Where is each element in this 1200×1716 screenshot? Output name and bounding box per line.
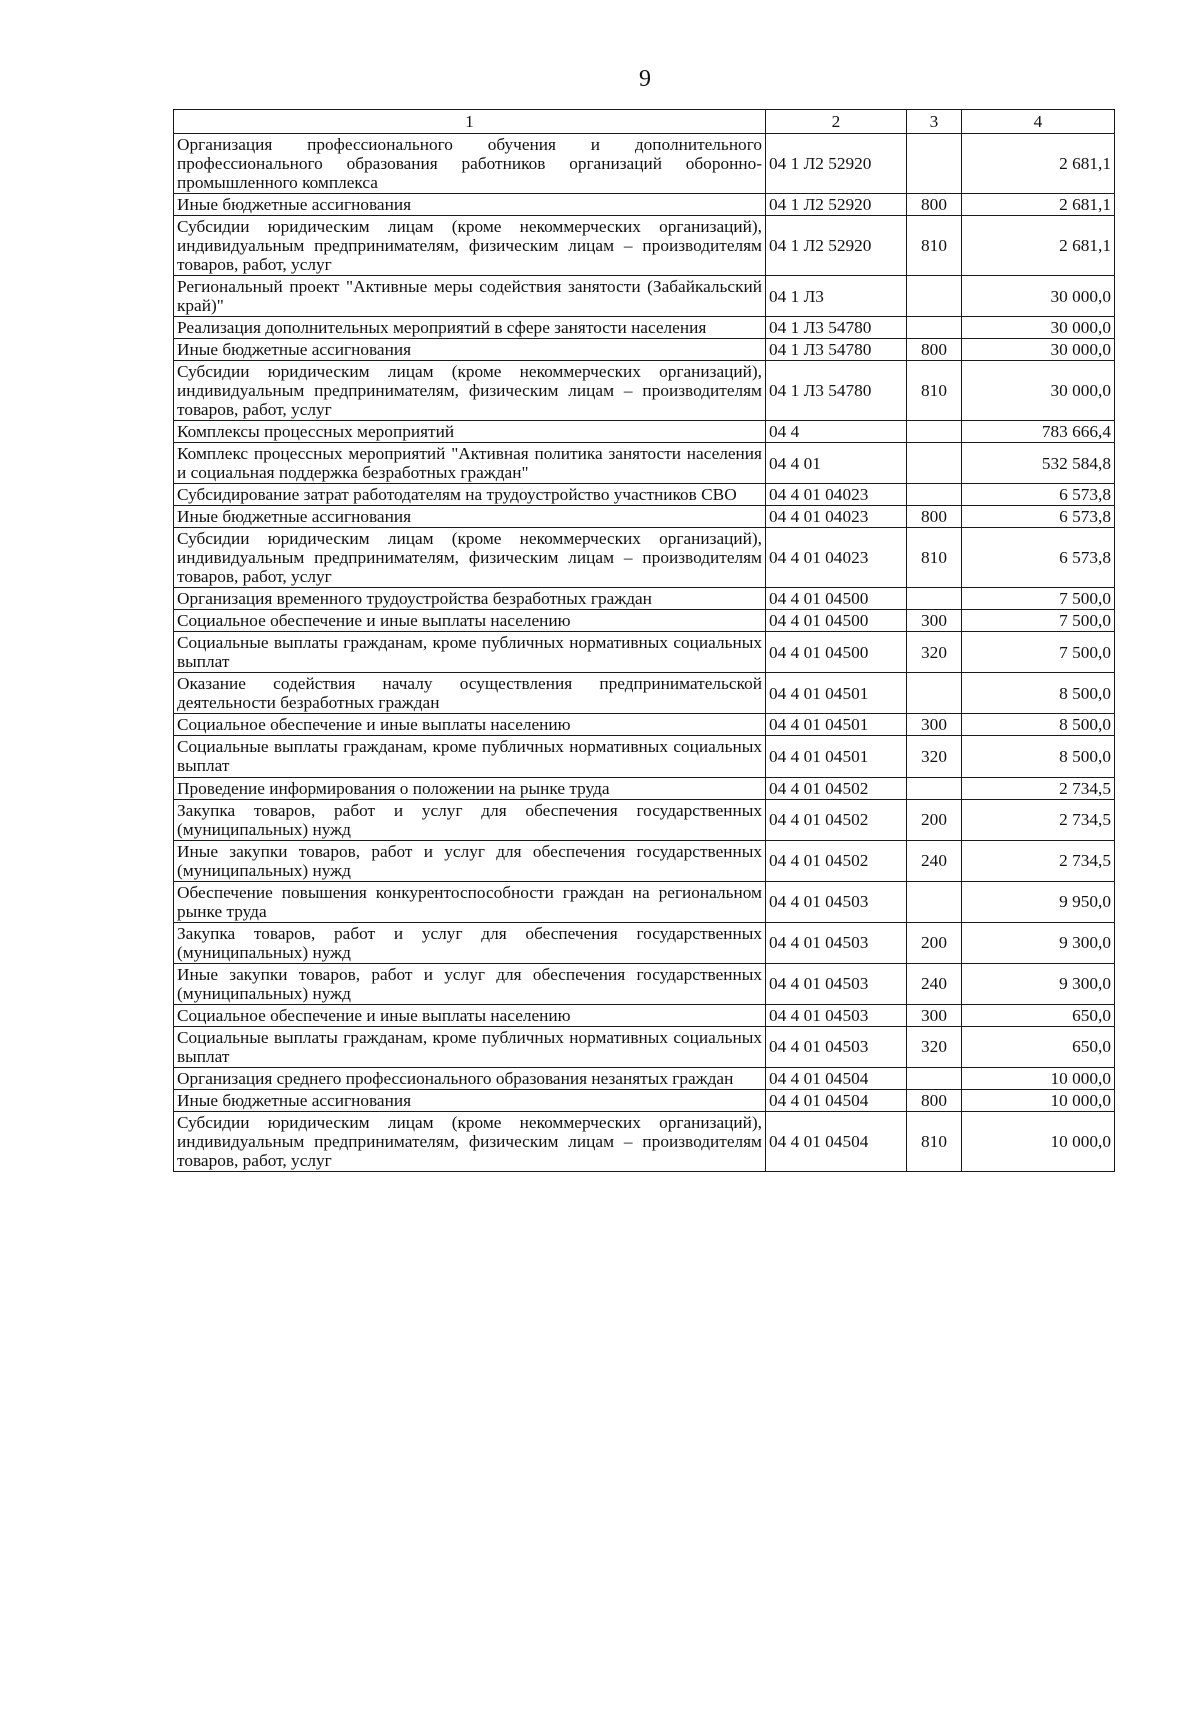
row-expense-type: 800 <box>907 506 962 528</box>
row-code: 04 1 Л3 54780 <box>766 361 907 421</box>
row-amount: 6 573,8 <box>962 484 1115 506</box>
row-name: Региональный проект "Активные меры содействия занятости (Забайкальский край)" <box>174 276 766 317</box>
row-amount: 10 000,0 <box>962 1089 1115 1111</box>
header-col-2: 2 <box>766 110 907 134</box>
row-expense-type: 810 <box>907 361 962 421</box>
table-row <box>174 673 1115 714</box>
row-code: 04 4 01 04503 <box>766 922 907 963</box>
row-amount: 9 950,0 <box>962 881 1115 922</box>
row-name: Обеспечение повышения конкурентоспособности граждан на региональном рынке труда <box>174 881 766 922</box>
table-row <box>174 1004 1115 1026</box>
table-row <box>174 799 1115 840</box>
row-name: Субсидии юридическим лицам (кроме некоммерческих организаций), индивидуальным предпринимателям, физическим лицам – производителям товаров, работ, услуг <box>174 216 766 276</box>
row-amount: 6 573,8 <box>962 506 1115 528</box>
row-code: 04 1 Л2 52920 <box>766 194 907 216</box>
row-name: Субсидии юридическим лицам (кроме некоммерческих организаций), индивидуальным предпринимателям, физическим лицам – производителям товаров, работ, услуг <box>174 1111 766 1171</box>
table-row <box>174 421 1115 443</box>
row-amount: 30 000,0 <box>962 361 1115 421</box>
row-name: Социальное обеспечение и иные выплаты населению <box>174 714 766 736</box>
row-code: 04 4 01 04501 <box>766 673 907 714</box>
row-expense-type: 320 <box>907 632 962 673</box>
header-col-4: 4 <box>962 110 1115 134</box>
table-row <box>174 632 1115 673</box>
row-code: 04 1 Л2 52920 <box>766 216 907 276</box>
row-code: 04 4 01 04502 <box>766 840 907 881</box>
row-amount: 30 000,0 <box>962 317 1115 339</box>
table-row <box>174 317 1115 339</box>
row-name: Оказание содействия началу осуществления предпринимательской деятельности безработных граждан <box>174 673 766 714</box>
row-amount: 2 681,1 <box>962 216 1115 276</box>
row-amount: 650,0 <box>962 1026 1115 1067</box>
row-code: 04 4 01 04501 <box>766 736 907 777</box>
row-expense-type: 810 <box>907 1111 962 1171</box>
table-row <box>174 610 1115 632</box>
row-name: Реализация дополнительных мероприятий в сфере занятости населения <box>174 317 766 339</box>
row-name: Социальное обеспечение и иные выплаты населению <box>174 610 766 632</box>
row-code: 04 4 01 04502 <box>766 777 907 799</box>
row-code: 04 4 01 04023 <box>766 506 907 528</box>
row-name: Иные бюджетные ассигнования <box>174 194 766 216</box>
table-row <box>174 276 1115 317</box>
row-name: Социальные выплаты гражданам, кроме публичных нормативных социальных выплат <box>174 736 766 777</box>
table-row <box>174 339 1115 361</box>
row-code: 04 4 01 04504 <box>766 1111 907 1171</box>
row-amount: 30 000,0 <box>962 276 1115 317</box>
row-expense-type <box>907 443 962 484</box>
row-amount: 650,0 <box>962 1004 1115 1026</box>
row-expense-type: 320 <box>907 1026 962 1067</box>
row-amount: 8 500,0 <box>962 736 1115 777</box>
row-expense-type: 800 <box>907 194 962 216</box>
row-amount: 8 500,0 <box>962 673 1115 714</box>
row-amount: 2 734,5 <box>962 777 1115 799</box>
row-name: Проведение информирования о положении на рынке труда <box>174 777 766 799</box>
row-amount: 2 734,5 <box>962 799 1115 840</box>
row-expense-type <box>907 777 962 799</box>
row-expense-type: 800 <box>907 339 962 361</box>
table-row <box>174 506 1115 528</box>
row-expense-type: 200 <box>907 799 962 840</box>
table-row <box>174 736 1115 777</box>
row-expense-type: 240 <box>907 840 962 881</box>
row-amount: 7 500,0 <box>962 610 1115 632</box>
row-expense-type <box>907 1067 962 1089</box>
row-amount: 9 300,0 <box>962 922 1115 963</box>
row-amount: 9 300,0 <box>962 963 1115 1004</box>
row-expense-type: 320 <box>907 736 962 777</box>
table-row <box>174 216 1115 276</box>
table-row <box>174 1111 1115 1171</box>
row-name: Социальные выплаты гражданам, кроме публичных нормативных социальных выплат <box>174 632 766 673</box>
row-name: Социальные выплаты гражданам, кроме публичных нормативных социальных выплат <box>174 1026 766 1067</box>
row-name: Комплекс процессных мероприятий "Активная политика занятости населения и социальная поддержка безработных граждан" <box>174 443 766 484</box>
row-code: 04 4 01 04023 <box>766 484 907 506</box>
row-code: 04 4 01 04503 <box>766 963 907 1004</box>
table-row <box>174 1067 1115 1089</box>
row-expense-type: 300 <box>907 714 962 736</box>
row-expense-type <box>907 588 962 610</box>
row-name: Иные закупки товаров, работ и услуг для обеспечения государственных (муниципальных) нужд <box>174 840 766 881</box>
row-name: Иные бюджетные ассигнования <box>174 506 766 528</box>
row-expense-type <box>907 673 962 714</box>
table-row <box>174 1026 1115 1067</box>
row-code: 04 4 01 04503 <box>766 1026 907 1067</box>
table-row <box>174 588 1115 610</box>
table-row <box>174 443 1115 484</box>
table-row <box>174 881 1115 922</box>
row-name: Субсидии юридическим лицам (кроме некоммерческих организаций), индивидуальным предпринимателям, физическим лицам – производителям товаров, работ, услуг <box>174 528 766 588</box>
row-expense-type <box>907 881 962 922</box>
row-amount: 2 734,5 <box>962 840 1115 881</box>
row-amount: 2 681,1 <box>962 194 1115 216</box>
row-code: 04 4 01 04503 <box>766 1004 907 1026</box>
row-expense-type: 300 <box>907 1004 962 1026</box>
table-row <box>174 134 1115 194</box>
row-code: 04 4 01 <box>766 443 907 484</box>
table-row <box>174 484 1115 506</box>
row-expense-type <box>907 134 962 194</box>
table-row <box>174 922 1115 963</box>
table-row <box>174 361 1115 421</box>
row-amount: 8 500,0 <box>962 714 1115 736</box>
table-row <box>174 528 1115 588</box>
row-expense-type: 800 <box>907 1089 962 1111</box>
row-name: Комплексы процессных мероприятий <box>174 421 766 443</box>
row-expense-type <box>907 421 962 443</box>
row-amount: 7 500,0 <box>962 588 1115 610</box>
row-code: 04 4 01 04504 <box>766 1067 907 1089</box>
table-row <box>174 777 1115 799</box>
row-name: Социальное обеспечение и иные выплаты населению <box>174 1004 766 1026</box>
row-expense-type <box>907 484 962 506</box>
table-header-row <box>174 110 1115 134</box>
row-code: 04 4 <box>766 421 907 443</box>
row-name: Субсидии юридическим лицам (кроме некоммерческих организаций), индивидуальным предпринимателям, физическим лицам – производителям товаров, работ, услуг <box>174 361 766 421</box>
table-row <box>174 963 1115 1004</box>
row-code: 04 4 01 04502 <box>766 799 907 840</box>
row-name: Закупка товаров, работ и услуг для обеспечения государственных (муниципальных) нужд <box>174 799 766 840</box>
row-expense-type: 200 <box>907 922 962 963</box>
table-row <box>174 840 1115 881</box>
budget-table <box>173 109 1115 1172</box>
row-expense-type: 300 <box>907 610 962 632</box>
table-body <box>174 134 1115 1172</box>
row-code: 04 4 01 04023 <box>766 528 907 588</box>
row-code: 04 4 01 04500 <box>766 588 907 610</box>
row-amount: 783 666,4 <box>962 421 1115 443</box>
row-name: Закупка товаров, работ и услуг для обеспечения государственных (муниципальных) нужд <box>174 922 766 963</box>
page-number: 9 <box>639 66 651 92</box>
row-code: 04 1 Л3 54780 <box>766 339 907 361</box>
row-code: 04 4 01 04504 <box>766 1089 907 1111</box>
row-expense-type: 810 <box>907 216 962 276</box>
row-name: Организация среднего профессионального образования незанятых граждан <box>174 1067 766 1089</box>
table-row <box>174 194 1115 216</box>
header-col-3: 3 <box>907 110 962 134</box>
row-expense-type: 810 <box>907 528 962 588</box>
row-amount: 30 000,0 <box>962 339 1115 361</box>
row-name: Организация временного трудоустройства безработных граждан <box>174 588 766 610</box>
row-amount: 7 500,0 <box>962 632 1115 673</box>
row-amount: 2 681,1 <box>962 134 1115 194</box>
row-expense-type: 240 <box>907 963 962 1004</box>
row-name: Иные бюджетные ассигнования <box>174 339 766 361</box>
row-amount: 532 584,8 <box>962 443 1115 484</box>
row-code: 04 1 Л3 54780 <box>766 317 907 339</box>
row-name: Иные бюджетные ассигнования <box>174 1089 766 1111</box>
row-code: 04 1 Л3 <box>766 276 907 317</box>
row-expense-type <box>907 276 962 317</box>
row-name: Организация профессионального обучения и дополнительного профессионального образования работников организаций оборонно-промышленного комплекса <box>174 134 766 194</box>
header-col-1: 1 <box>174 110 766 134</box>
row-amount: 10 000,0 <box>962 1111 1115 1171</box>
row-code: 04 1 Л2 52920 <box>766 134 907 194</box>
row-code: 04 4 01 04501 <box>766 714 907 736</box>
row-name: Субсидирование затрат работодателям на трудоустройство участников СВО <box>174 484 766 506</box>
row-amount: 10 000,0 <box>962 1067 1115 1089</box>
row-code: 04 4 01 04500 <box>766 610 907 632</box>
row-code: 04 4 01 04500 <box>766 632 907 673</box>
row-amount: 6 573,8 <box>962 528 1115 588</box>
table-row <box>174 1089 1115 1111</box>
row-name: Иные закупки товаров, работ и услуг для обеспечения государственных (муниципальных) нужд <box>174 963 766 1004</box>
row-expense-type <box>907 317 962 339</box>
table-row <box>174 714 1115 736</box>
row-code: 04 4 01 04503 <box>766 881 907 922</box>
